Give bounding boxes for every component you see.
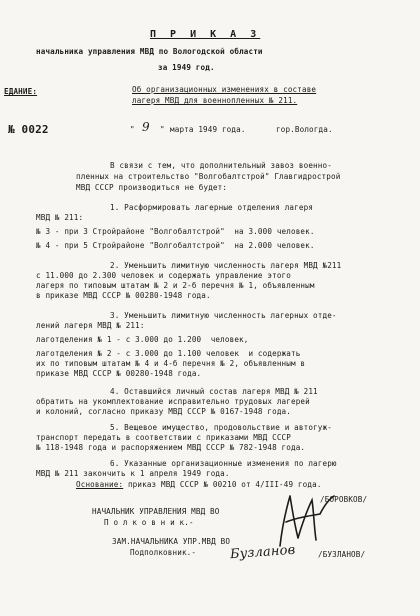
date-day: 9 bbox=[142, 120, 150, 134]
point-3-line-4: лаготделения № 2 - с 3.000 до 1.100 человек и содержать bbox=[36, 349, 301, 358]
point-4-line-1: 4. Оставшийся личный состав лагеря МВД № 211 bbox=[110, 387, 318, 396]
basis-label: Основание: bbox=[76, 480, 124, 489]
basis-text: приказ МВД СССР № 00210 от 4/III-49 года. bbox=[123, 480, 322, 489]
point-1-line-2: МВД № 211: bbox=[36, 213, 84, 222]
point-3-line-1: 3. Уменьшить лимитную численность лагерных отде- bbox=[110, 311, 337, 320]
point-4-line-2: обратить на укомплектование исправительно трудовых лагерей bbox=[36, 397, 310, 406]
issuer-line: начальника управления МВД по Вологодской области bbox=[36, 47, 263, 56]
point-5-line-1: 5. Вещевое имущество, продовольствие и автогуж- bbox=[110, 423, 332, 432]
point-2-line-1: 2. Уменьшить лимитную численность лагеря МВД №211 bbox=[110, 261, 342, 270]
point-3-line-3: лаготделения № 1 - с 3.000 до 1.200 человек, bbox=[36, 335, 249, 344]
point-1-line-3: № 3 - при 3 Стройрайоне "Волгобалтстрой" на 3.000 человек. bbox=[36, 227, 315, 236]
point-6-line-1: 6. Указанные организационные изменения по лагерю bbox=[110, 459, 337, 468]
date-open-quote: " bbox=[130, 125, 135, 134]
point-5-line-2: транспорт передать в соответствии с приказами МВД СССР bbox=[36, 433, 291, 442]
intro-line-3: МВД СССР производиться не будет: bbox=[76, 183, 228, 192]
document-title: П Р И К А З bbox=[150, 29, 261, 40]
point-1-line-1: 1. Расформировать лагерные отделения лагеря bbox=[110, 203, 314, 212]
point-2-line-3: лагеря по типовым штатам № 2 и 2-б перечня № 1, объявленным bbox=[36, 281, 315, 290]
intro-line-1: В связи с тем, что дополнительный завоз военно- bbox=[110, 161, 332, 170]
head-rank: П о л к о в н и к.- bbox=[104, 518, 194, 527]
head-signature bbox=[268, 488, 338, 552]
intro-line-2: пленных на строительство "Волгобалтстрой" Главгидрострой bbox=[76, 172, 341, 181]
point-3-line-6: приказе МВД СССР № 00280-1948 года. bbox=[36, 369, 202, 378]
deputy-title: ЗАМ.НАЧАЛЬНИКА УПР.МВД ВО bbox=[112, 537, 231, 546]
document-number: № 0022 bbox=[8, 123, 49, 136]
document-year: за 1949 год. bbox=[158, 63, 215, 72]
point-2-line-4: в приказе МВД СССР № 00280-1948 года. bbox=[36, 291, 211, 300]
subject-line-1: Об организационных изменениях в составе bbox=[132, 85, 317, 94]
deputy-handwritten-signature: Бузланов bbox=[229, 542, 296, 563]
date-close-quote: " bbox=[160, 125, 165, 134]
head-name: /БОРОВКОВ/ bbox=[320, 495, 368, 504]
point-4-line-3: и колоний, согласно приказу МВД СССР № 0167-1948 года. bbox=[36, 407, 291, 416]
subject-label: ЕДАНИЕ: bbox=[4, 87, 38, 96]
subject-line-2: лагеря МВД для военнопленных № 211. bbox=[132, 96, 298, 105]
head-title: НАЧАЛЬНИК УПРАВЛЕНИЯ МВД ВО bbox=[92, 507, 220, 516]
point-3-line-2: лений лагеря МВД № 211: bbox=[36, 321, 145, 330]
point-1-line-4: № 4 - при 5 Стройрайоне "Волгобалтстрой" на 2.000 человек. bbox=[36, 241, 315, 250]
document-place: гор.Вологда. bbox=[276, 125, 333, 134]
deputy-rank: Подполковник.- bbox=[130, 548, 197, 557]
point-3-line-5: их по типовым штатам № 4 и 4-б перечня № 2, объявленным в bbox=[36, 359, 306, 368]
point-2-line-2: с 11.000 до 2.300 человек и содержать управление этого bbox=[36, 271, 291, 280]
point-5-line-3: № 118-1948 года и распоряжением МВД СССР № 782-1948 года. bbox=[36, 443, 306, 452]
point-6-line-2: МВД № 211 закончить к 1 апреля 1949 года. bbox=[36, 469, 230, 478]
deputy-name: /БУЗЛАНОВ/ bbox=[318, 550, 366, 559]
document-date: марта 1949 года. bbox=[170, 125, 246, 134]
